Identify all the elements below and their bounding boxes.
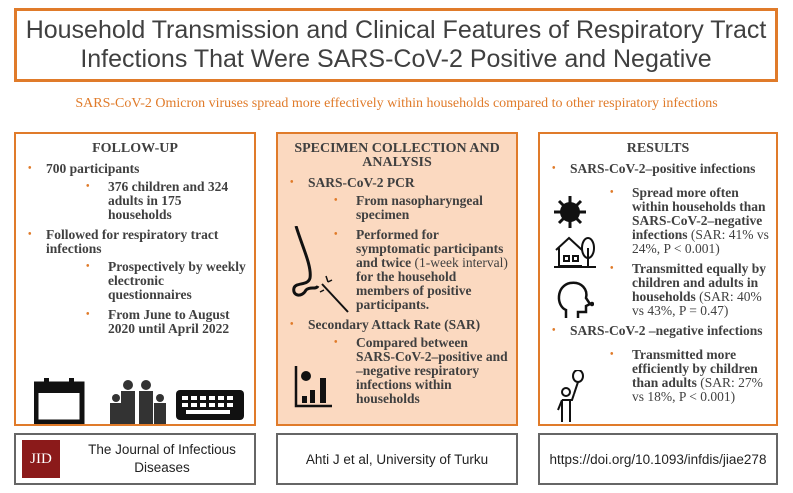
family-icon	[108, 380, 168, 424]
bullet	[632, 348, 770, 404]
nasal-swab-icon	[292, 226, 352, 314]
bullet: • Compared between SARS-CoV-2–positive and –negative respiratory infections within households	[356, 336, 510, 406]
jid-logo	[22, 440, 60, 478]
bullet: • SARS-CoV-2 PCR	[284, 176, 510, 190]
bullet: • From nasopharyngeal specimen	[356, 194, 510, 222]
doi-link[interactable]: https://doi.org/10.1093/infdis/jiae278	[549, 451, 767, 467]
bullet: • Prospectively by weekly electronic questionnaires	[108, 260, 248, 302]
bullet: • Secondary Attack Rate (SAR)	[284, 318, 510, 332]
specimen-panel	[276, 132, 518, 426]
journal-name: The Journal of Infectious Diseases	[88, 442, 236, 475]
bullet: • Followed for respiratory tract infections	[22, 228, 248, 256]
text: (SAR: 41% vs 24%, P < 0.001)	[632, 227, 769, 256]
bullet: • 376 children and 324 adults in 175 households	[108, 180, 248, 222]
followup-panel	[14, 132, 256, 426]
text: for the household members of positive participants.	[356, 269, 472, 312]
bullet	[356, 228, 510, 312]
bullet: • 700 participants	[22, 162, 248, 176]
keyboard-icon	[176, 390, 244, 420]
text: (1-week interval)	[411, 255, 508, 270]
child-balloon-icon	[556, 370, 586, 422]
text: (SAR: 27% vs 18%, P < 0.001)	[632, 375, 763, 404]
jid-logo-text: JID	[30, 450, 52, 467]
sneezing-head-icon	[554, 280, 594, 320]
authors-box	[276, 433, 518, 485]
doi-box	[538, 433, 778, 485]
calendar-icon	[34, 378, 86, 424]
page-title: Household Transmission and Clinical Features of Respiratory Tract Infections That Were SARS-CoV-2 Positive and Negative	[14, 8, 778, 82]
text: Spread more often within households than SARS-CoV-2–negative infections	[632, 185, 766, 242]
results-panel	[538, 132, 778, 426]
bullet	[632, 186, 770, 256]
authors: Ahti J et al, University of Turku	[305, 451, 489, 467]
bullet	[632, 262, 770, 318]
text: Transmitted equally by children and adults in households	[632, 261, 767, 304]
chart-virus-icon	[294, 366, 334, 408]
subtitle: SARS-CoV-2 Omicron viruses spread more effectively within households compared to other respiratory infections	[75, 96, 718, 111]
bullet: • SARS-CoV-2–positive infections	[546, 162, 770, 176]
followup-heading: FOLLOW-UP	[92, 141, 178, 156]
text: (SAR: 40% vs 43%, P = 0.47)	[632, 289, 762, 318]
text: Performed for symptomatic participants and twice	[356, 227, 504, 270]
bullet: • From June to August 2020 until April 2022	[108, 308, 248, 336]
text: Transmitted more efficiently by children than adults	[632, 347, 758, 390]
results-heading: RESULTS	[626, 141, 690, 156]
journal-box	[14, 433, 256, 485]
specimen-heading: SPECIMEN COLLECTION AND ANALYSIS	[294, 141, 500, 170]
bullet: • SARS-CoV-2 –negative infections	[546, 324, 770, 338]
virus-icon	[554, 196, 586, 228]
house-icon	[554, 234, 596, 268]
